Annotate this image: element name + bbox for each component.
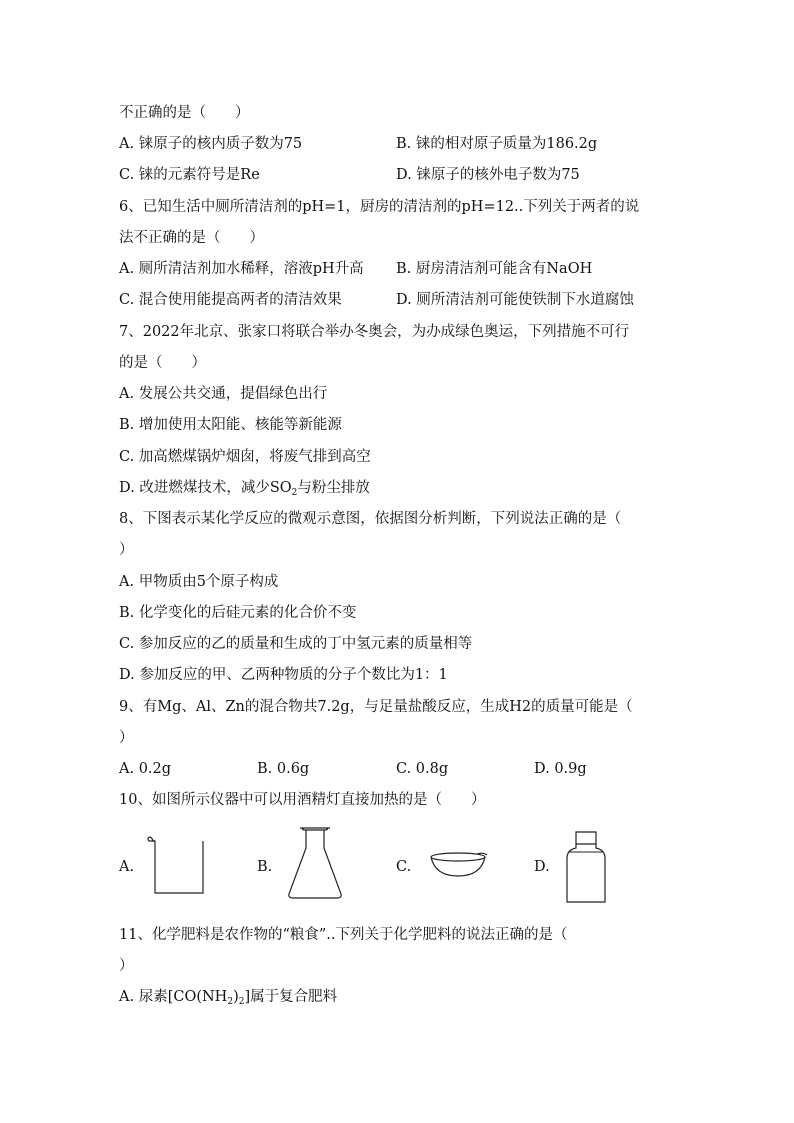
- q5-option-d: D. 铼原子的核外电子数为75: [396, 167, 580, 183]
- q7-stem-line1: 7、2022年北京、张家口将联合举办冬奥会，为办成绿色奥运，下列措施不可行: [119, 324, 630, 340]
- q9-option-c: C. 0.8g: [396, 761, 449, 777]
- q11-stem-line1: 11、化学肥料是农作物的“粮食”..下列关于化学肥料的说法正确的是（: [119, 927, 568, 943]
- q6-option-d: D. 厕所清洁剂可能使铁制下水道腐蚀: [396, 292, 634, 308]
- q11-option-a: A. 尿素$[CO(NH_2)_2]$属于复合肥料: [119, 989, 338, 1007]
- q10-option-d-label: D.: [534, 859, 550, 875]
- beaker-icon: [145, 833, 207, 897]
- q10-option-a-label: A.: [119, 859, 135, 875]
- q10-option-b-label: B.: [257, 859, 273, 875]
- q9-stem-line2: ）: [119, 730, 134, 746]
- q5-option-c: C. 铼的元素符号是Re: [119, 167, 260, 183]
- q7-stem-line2: 的是（ ）: [119, 355, 206, 371]
- q8-option-a: A. 甲物质由5个原子构成: [119, 574, 279, 590]
- q9-stem-line1: 9、有Mg、Al、Zn的混合物共7.2g，与足量盐酸反应，生成H2的质量可能是（: [119, 699, 633, 715]
- q9-option-a: A. 0.2g: [119, 761, 172, 777]
- q7-option-a: A. 发展公共交通，提倡绿色出行: [119, 386, 328, 402]
- q7-option-b: B. 增加使用太阳能、核能等新能源: [119, 417, 342, 433]
- q10-option-c-label: C.: [396, 859, 412, 875]
- q6-option-a: A. 厕所清洁剂加水稀释，溶液pH升高: [119, 261, 364, 277]
- q6-stem-line2: 法不正确的是（ ）: [119, 230, 264, 246]
- q8-option-b: B. 化学变化的后硅元素的化合价不变: [119, 605, 357, 621]
- q8-option-c: C. 参加反应的乙的质量和生成的丁中氢元素的质量相等: [119, 636, 473, 652]
- q6-option-b: B. 厨房清洁剂可能含有NaOH: [396, 261, 593, 277]
- reagent-bottle-icon: [561, 830, 613, 904]
- q9-option-d: D. 0.9g: [534, 761, 587, 777]
- q9-option-b: B. 0.6g: [257, 761, 310, 777]
- q5-option-b: B. 铼的相对原子质量为186.2g: [396, 136, 598, 152]
- q11-stem-line2: ）: [119, 958, 134, 974]
- q6-stem-line1: 6、已知生活中厕所清洁剂的pH=1，厨房的清洁剂的pH=12..下列关于两者的说: [119, 199, 640, 215]
- q6-option-c: C. 混合使用能提高两者的清洁效果: [119, 292, 342, 308]
- evaporating-dish-icon: [427, 850, 489, 880]
- q8-option-d: D. 参加反应的甲、乙两种物质的分子个数比为1：1: [119, 667, 448, 683]
- q5-stem-tail: 不正确的是（ ）: [119, 105, 250, 121]
- q5-option-a: A. 铼原子的核内质子数为75: [119, 136, 303, 152]
- q8-stem-line2: ）: [119, 542, 134, 558]
- q7-option-c: C. 加高燃煤锅炉烟囱，将废气排到高空: [119, 449, 371, 465]
- q10-stem: 10、如图所示仪器中可以用酒精灯直接加热的是（ ）: [119, 792, 486, 808]
- q8-stem-line1: 8、下图表示某化学反应的微观示意图，依据图分析判断，下列说法正确的是（: [119, 511, 622, 527]
- conical-flask-icon: [284, 826, 346, 900]
- q7-option-d: D. 改进燃煤技术，减少$SO_2$与粉尘排放: [119, 480, 370, 498]
